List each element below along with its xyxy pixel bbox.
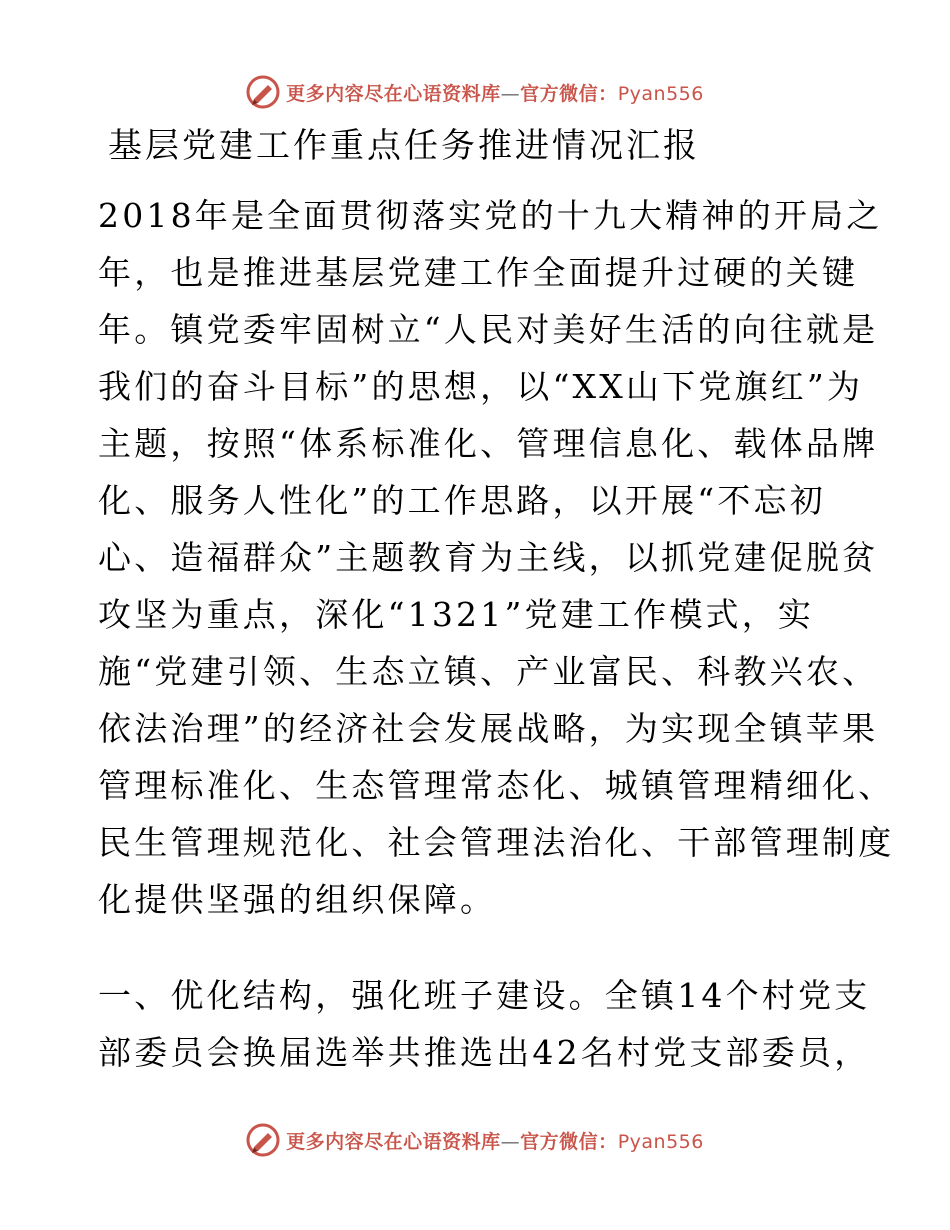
paragraph-line: 年，也是推进基层党建工作全面提升过硬的关键	[98, 253, 859, 292]
document-title: 基层党建工作重点任务推进情况汇报	[108, 126, 700, 166]
watermark-main: 更多内容尽在心语资料库	[286, 1130, 501, 1153]
paragraph-line: 2018年是全面贯彻落实党的十九大精神的开局之	[98, 196, 883, 235]
watermark-id: Pyan556	[617, 1130, 704, 1153]
paragraph-line: 依法治理”的经济社会发展战略，为实现全镇苹果	[98, 709, 879, 748]
paragraph-line: 主题，按照“体系标准化、管理信息化、载体品牌	[98, 424, 879, 463]
paragraph-line: 我们的奋斗目标”的思想，以“XX山下党旗红”为	[98, 367, 864, 406]
pen-logo-icon	[246, 75, 280, 109]
paragraph-line: 一、优化结构，强化班子建设。全镇14个村党支	[98, 976, 871, 1015]
paragraph-line: 年。镇党委牢固树立“人民对美好生活的向往就是	[98, 310, 879, 349]
watermark-dash: —	[500, 82, 521, 105]
watermark-text	[286, 1127, 704, 1154]
paragraph-line: 攻坚为重点，深化“1321”党建工作模式，实	[98, 595, 815, 634]
watermark-label: 官方微信：	[520, 1130, 618, 1153]
watermark-text	[286, 79, 704, 106]
paragraph-line: 心、造福群众”主题教育为主线，以抓党建促脱贫	[98, 538, 879, 577]
watermark-id: Pyan556	[617, 82, 704, 105]
watermark-main: 更多内容尽在心语资料库	[286, 82, 501, 105]
pen-logo-icon	[246, 1123, 280, 1157]
paragraph-line: 化提供坚强的组织保障。	[98, 880, 497, 919]
paragraph-line: 部委员会换届选举共推选出42名村党支部委员，	[98, 1033, 871, 1072]
paragraph-line: 民生管理规范化、社会管理法治化、干部管理制度	[98, 823, 895, 862]
paragraph-line: 化、服务人性化”的工作思路，以开展“不忘初	[98, 481, 826, 520]
paragraph-2	[98, 967, 871, 1081]
paragraph-1	[98, 187, 895, 928]
paragraph-line: 管理标准化、生态管理常态化、城镇管理精细化、	[98, 766, 895, 805]
paragraph-line: 施“党建引领、生态立镇、产业富民、科教兴农、	[98, 652, 879, 691]
watermark-label: 官方微信：	[520, 82, 618, 105]
header-watermark	[0, 72, 950, 112]
footer-watermark	[0, 1120, 950, 1160]
watermark-dash: —	[500, 1130, 521, 1153]
